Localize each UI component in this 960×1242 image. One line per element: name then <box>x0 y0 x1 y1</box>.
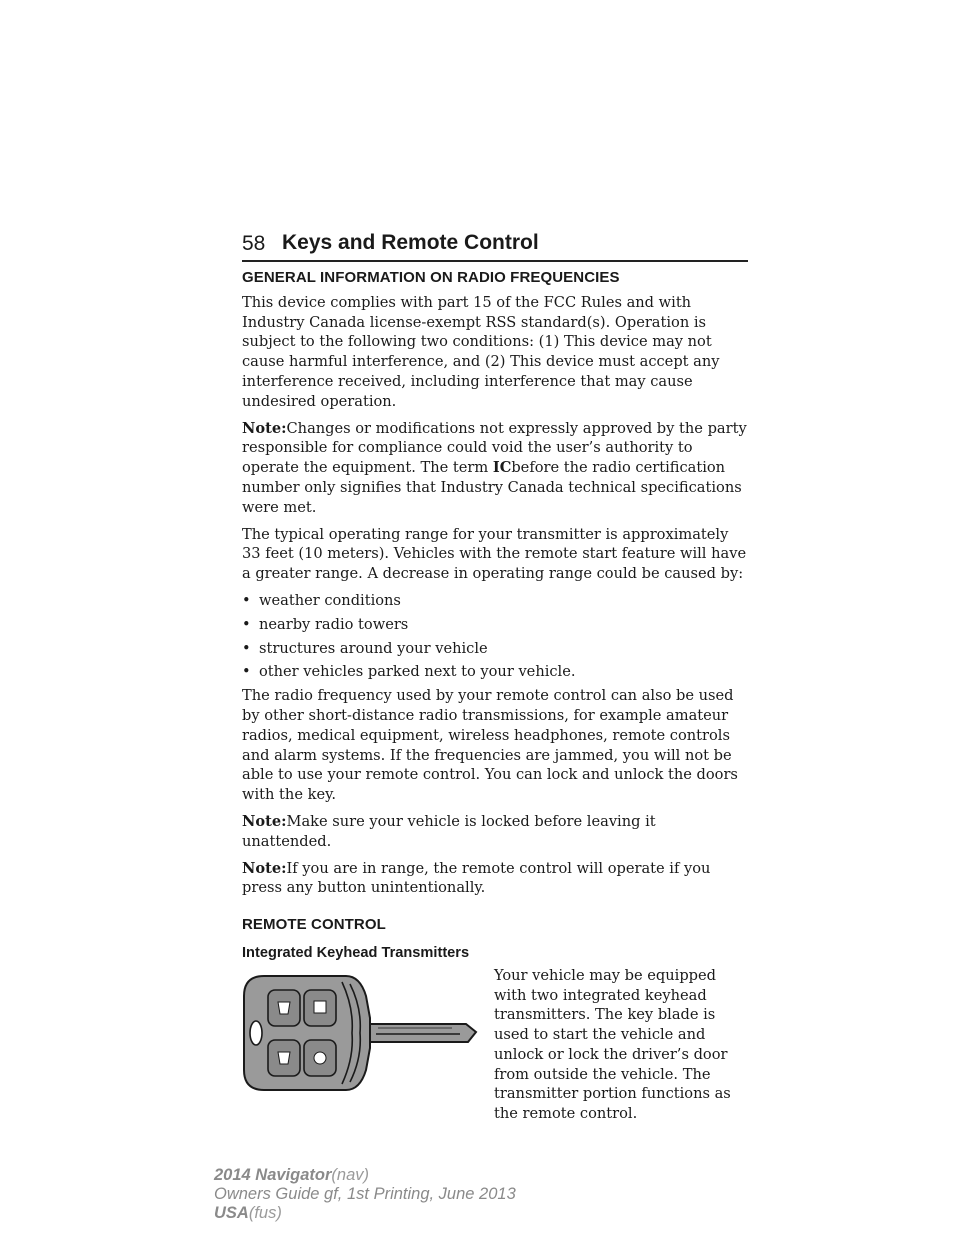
footer-line-3: USA(fus) <box>214 1204 282 1222</box>
frequency-paragraph: The radio frequency used by your remote control can also be used by other short-distance radio transmissions, for example amateur radios, medical equipment, wireless headphones, remote controls and alarm systems. If the frequencies are jammed, you will not be able to use your remote control. You can lock and unlock the doors with the key. <box>242 687 738 804</box>
range-factor-list <box>242 591 748 682</box>
page-number: 58 <box>242 232 266 255</box>
list-item: • structures around your vehicle <box>242 639 488 657</box>
page-footer <box>214 1166 516 1223</box>
list-item: • other vehicles parked next to your vehicle. <box>242 663 576 681</box>
page-body <box>242 268 748 1123</box>
fcc-paragraph: This device complies with part 15 of the FCC Rules and with Industry Canada license-exempt RSS standard(s). Operation is subject to the following two conditions: (1) This device may not cause harmful interference, and (2) This device must accept any interference received, including interference that may cause undesired operation. <box>242 293 720 410</box>
keyhead-subheading: Integrated Keyhead Transmitters <box>242 944 470 961</box>
list-item: • weather conditions <box>242 591 401 609</box>
note-locked: Note:Make sure your vehicle is locked before leaving it unattended. <box>242 812 656 850</box>
bullet-glyph: • <box>242 591 251 609</box>
footer-line-1: 2014 Navigator(nav) <box>214 1166 369 1184</box>
keyhead-description: Your vehicle may be equipped with two integrated keyhead transmitters. The key blade is used to start the vehicle and unlock or lock the driver’s door from outside the vehicle. The transmitter portion functions as the remote control. <box>494 966 731 1123</box>
note-label: Note: <box>242 859 287 877</box>
list-item: • nearby radio towers <box>242 615 409 633</box>
remote-heading: REMOTE CONTROL <box>242 916 386 934</box>
bullet-glyph: • <box>242 663 251 681</box>
ic-term: IC <box>492 459 512 477</box>
keyhead-figure-row <box>242 966 748 1123</box>
range-paragraph: The typical operating range for your transmitter is approximately 33 feet (10 meters). Vehicles with the remote start feature will have a greater range. A decrease in operating range could be caused by: <box>242 525 747 583</box>
bullet-glyph: • <box>242 639 251 657</box>
note-text-a: Changes or modifications not expressly approved by the party responsible for compliance could void the user’s authority to operate the equipment. The term <box>242 419 747 477</box>
bullet-glyph: • <box>242 615 251 633</box>
note-text-b: before the radio certification number only signifies that Industry Canada technical specifications were met. <box>242 459 742 516</box>
note-modifications <box>242 419 748 518</box>
note-range: Note:If you are in range, the remote control will operate if you press any button unintentionally. <box>242 859 711 897</box>
footer-line-2: Owners Guide gf, 1st Printing, June 2013 <box>214 1185 516 1203</box>
keyhead-transmitter-icon <box>242 968 478 1098</box>
page-header <box>242 230 748 262</box>
note-label: Note: <box>242 812 287 830</box>
note-label: Note: <box>242 419 287 437</box>
section-title: Keys and Remote Control <box>282 231 539 254</box>
radio-heading: GENERAL INFORMATION ON RADIO FREQUENCIES <box>242 269 620 286</box>
